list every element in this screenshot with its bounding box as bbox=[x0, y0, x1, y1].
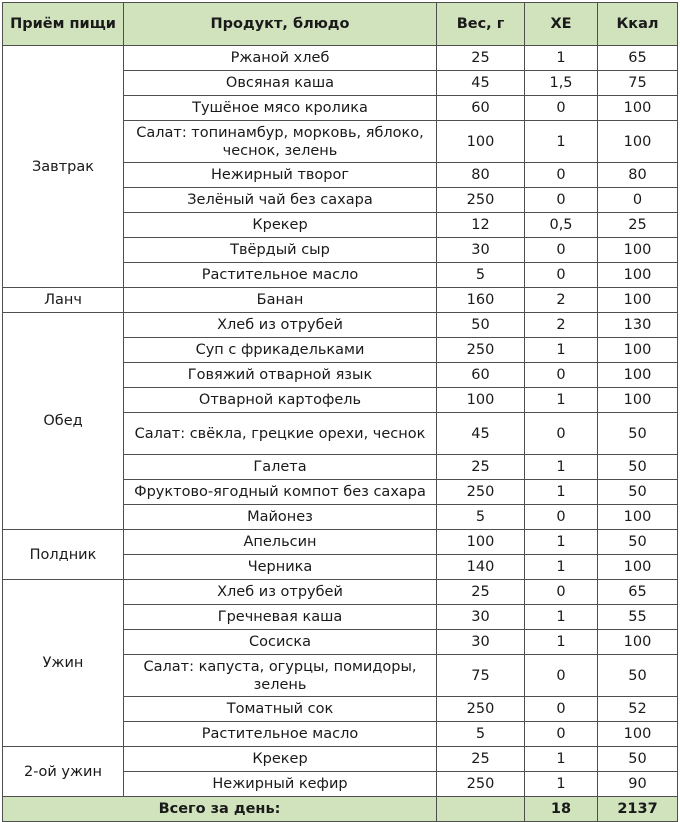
cell-xe: 1,5 bbox=[525, 71, 598, 96]
cell-xe: 1 bbox=[525, 338, 598, 363]
cell-kcal: 25 bbox=[598, 213, 678, 238]
cell-kcal: 65 bbox=[598, 46, 678, 71]
meal-name: Обед bbox=[3, 313, 124, 530]
cell-xe: 0 bbox=[525, 163, 598, 188]
cell-weight: 75 bbox=[437, 655, 525, 697]
cell-product: Фруктово-ягодный компот без сахара bbox=[124, 480, 437, 505]
cell-weight: 45 bbox=[437, 71, 525, 96]
cell-weight: 30 bbox=[437, 630, 525, 655]
cell-weight: 250 bbox=[437, 338, 525, 363]
cell-kcal: 100 bbox=[598, 505, 678, 530]
header-meal: Приём пищи bbox=[3, 3, 124, 46]
cell-weight: 100 bbox=[437, 530, 525, 555]
cell-weight: 25 bbox=[437, 46, 525, 71]
cell-kcal: 50 bbox=[598, 413, 678, 455]
cell-weight: 250 bbox=[437, 188, 525, 213]
cell-kcal: 100 bbox=[598, 96, 678, 121]
cell-product: Говяжий отварной язык bbox=[124, 363, 437, 388]
cell-kcal: 80 bbox=[598, 163, 678, 188]
cell-weight: 30 bbox=[437, 238, 525, 263]
cell-weight: 12 bbox=[437, 213, 525, 238]
cell-weight: 100 bbox=[437, 121, 525, 163]
cell-kcal: 100 bbox=[598, 238, 678, 263]
cell-weight: 250 bbox=[437, 697, 525, 722]
cell-kcal: 100 bbox=[598, 263, 678, 288]
cell-kcal: 65 bbox=[598, 580, 678, 605]
cell-xe: 2 bbox=[525, 288, 598, 313]
cell-kcal: 100 bbox=[598, 388, 678, 413]
cell-product: Хлеб из отрубей bbox=[124, 580, 437, 605]
cell-weight: 45 bbox=[437, 413, 525, 455]
cell-weight: 140 bbox=[437, 555, 525, 580]
header-kcal: Ккал bbox=[598, 3, 678, 46]
cell-kcal: 75 bbox=[598, 71, 678, 96]
table-row bbox=[3, 288, 678, 313]
cell-product: Банан bbox=[124, 288, 437, 313]
cell-product: Сосиска bbox=[124, 630, 437, 655]
cell-product: Галета bbox=[124, 455, 437, 480]
cell-product: Растительное масло bbox=[124, 722, 437, 747]
cell-xe: 0 bbox=[525, 655, 598, 697]
cell-product: Суп с фрикадельками bbox=[124, 338, 437, 363]
cell-weight: 25 bbox=[437, 580, 525, 605]
cell-kcal: 50 bbox=[598, 655, 678, 697]
cell-product: Овсяная каша bbox=[124, 71, 437, 96]
cell-xe: 0 bbox=[525, 188, 598, 213]
total-label: Всего за день: bbox=[3, 797, 437, 822]
cell-product: Нежирный творог bbox=[124, 163, 437, 188]
cell-kcal: 50 bbox=[598, 747, 678, 772]
cell-xe: 0,5 bbox=[525, 213, 598, 238]
cell-xe: 0 bbox=[525, 580, 598, 605]
meal-name: Завтрак bbox=[3, 46, 124, 288]
cell-xe: 0 bbox=[525, 505, 598, 530]
cell-xe: 1 bbox=[525, 480, 598, 505]
cell-kcal: 100 bbox=[598, 363, 678, 388]
cell-product: Майонез bbox=[124, 505, 437, 530]
cell-xe: 1 bbox=[525, 455, 598, 480]
cell-xe: 1 bbox=[525, 630, 598, 655]
cell-product: Салат: топинамбур, морковь, яблоко, чеснок, зелень bbox=[124, 121, 437, 163]
cell-weight: 60 bbox=[437, 363, 525, 388]
cell-xe: 0 bbox=[525, 722, 598, 747]
meal-name: Ланч bbox=[3, 288, 124, 313]
cell-weight: 5 bbox=[437, 722, 525, 747]
cell-kcal: 55 bbox=[598, 605, 678, 630]
cell-product: Томатный сок bbox=[124, 697, 437, 722]
cell-xe: 1 bbox=[525, 530, 598, 555]
cell-xe: 0 bbox=[525, 363, 598, 388]
cell-kcal: 100 bbox=[598, 630, 678, 655]
diet-table bbox=[2, 2, 678, 822]
cell-xe: 0 bbox=[525, 238, 598, 263]
cell-weight: 25 bbox=[437, 747, 525, 772]
cell-xe: 1 bbox=[525, 747, 598, 772]
cell-product: Салат: свёкла, грецкие орехи, чеснок bbox=[124, 413, 437, 455]
cell-xe: 1 bbox=[525, 121, 598, 163]
cell-product: Отварной картофель bbox=[124, 388, 437, 413]
cell-weight: 50 bbox=[437, 313, 525, 338]
cell-product: Твёрдый сыр bbox=[124, 238, 437, 263]
header-weight: Вес, г bbox=[437, 3, 525, 46]
total-xe: 18 bbox=[525, 797, 598, 822]
cell-weight: 25 bbox=[437, 455, 525, 480]
cell-xe: 0 bbox=[525, 697, 598, 722]
cell-kcal: 100 bbox=[598, 121, 678, 163]
cell-xe: 2 bbox=[525, 313, 598, 338]
cell-product: Тушёное мясо кролика bbox=[124, 96, 437, 121]
cell-weight: 60 bbox=[437, 96, 525, 121]
cell-xe: 1 bbox=[525, 46, 598, 71]
cell-kcal: 100 bbox=[598, 288, 678, 313]
cell-product: Нежирный кефир bbox=[124, 772, 437, 797]
cell-kcal: 90 bbox=[598, 772, 678, 797]
header-xe: ХЕ bbox=[525, 3, 598, 46]
cell-weight: 80 bbox=[437, 163, 525, 188]
table-body bbox=[3, 46, 678, 797]
meal-name: Полдник bbox=[3, 530, 124, 580]
cell-xe: 1 bbox=[525, 388, 598, 413]
cell-xe: 0 bbox=[525, 263, 598, 288]
cell-weight: 250 bbox=[437, 772, 525, 797]
table-row bbox=[3, 530, 678, 555]
cell-xe: 1 bbox=[525, 555, 598, 580]
cell-weight: 30 bbox=[437, 605, 525, 630]
cell-kcal: 50 bbox=[598, 480, 678, 505]
cell-product: Гречневая каша bbox=[124, 605, 437, 630]
table-row bbox=[3, 313, 678, 338]
header-row bbox=[3, 3, 678, 46]
cell-product: Черника bbox=[124, 555, 437, 580]
cell-kcal: 100 bbox=[598, 722, 678, 747]
cell-xe: 1 bbox=[525, 772, 598, 797]
cell-weight: 5 bbox=[437, 263, 525, 288]
meal-name: Ужин bbox=[3, 580, 124, 747]
total-kcal: 2137 bbox=[598, 797, 678, 822]
cell-weight: 5 bbox=[437, 505, 525, 530]
table-row bbox=[3, 580, 678, 605]
cell-xe: 0 bbox=[525, 96, 598, 121]
cell-kcal: 50 bbox=[598, 530, 678, 555]
cell-product: Растительное масло bbox=[124, 263, 437, 288]
cell-kcal: 52 bbox=[598, 697, 678, 722]
cell-weight: 160 bbox=[437, 288, 525, 313]
table-row bbox=[3, 46, 678, 71]
table-row bbox=[3, 747, 678, 772]
cell-xe: 0 bbox=[525, 413, 598, 455]
cell-kcal: 130 bbox=[598, 313, 678, 338]
cell-kcal: 100 bbox=[598, 338, 678, 363]
cell-kcal: 0 bbox=[598, 188, 678, 213]
cell-product: Крекер bbox=[124, 213, 437, 238]
cell-product: Салат: капуста, огурцы, помидоры, зелень bbox=[124, 655, 437, 697]
cell-weight: 100 bbox=[437, 388, 525, 413]
cell-weight: 250 bbox=[437, 480, 525, 505]
cell-kcal: 50 bbox=[598, 455, 678, 480]
cell-xe: 1 bbox=[525, 605, 598, 630]
cell-kcal: 100 bbox=[598, 555, 678, 580]
header-product: Продукт, блюдо bbox=[124, 3, 437, 46]
cell-product: Зелёный чай без сахара bbox=[124, 188, 437, 213]
cell-product: Апельсин bbox=[124, 530, 437, 555]
cell-product: Крекер bbox=[124, 747, 437, 772]
cell-product: Хлеб из отрубей bbox=[124, 313, 437, 338]
meal-name: 2-ой ужин bbox=[3, 747, 124, 797]
cell-product: Ржаной хлеб bbox=[124, 46, 437, 71]
